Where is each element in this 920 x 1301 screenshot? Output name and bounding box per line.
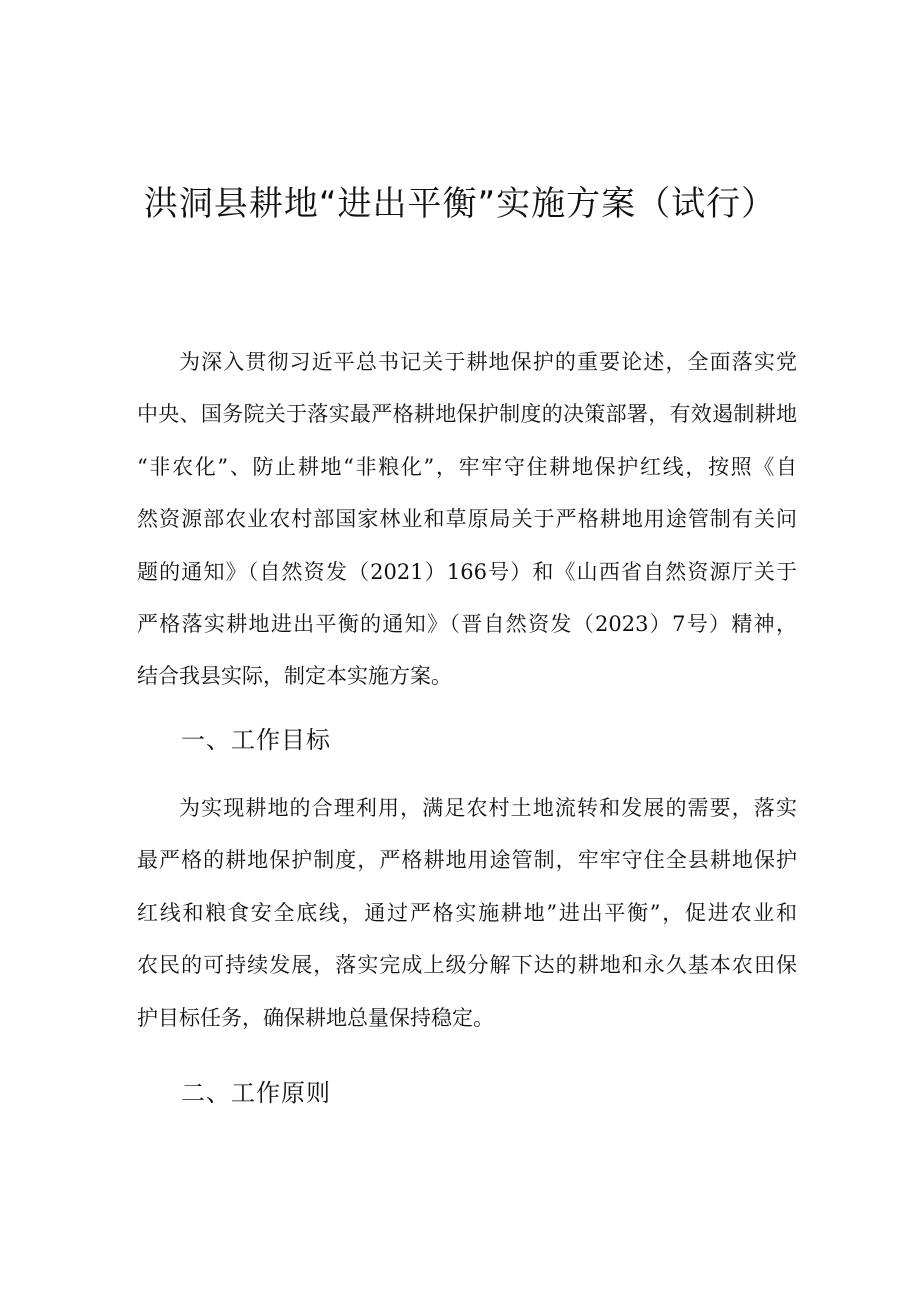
intro-paragraph	[137, 336, 797, 703]
intro-line: 为深入贯彻习近平总书记关于耕地保护的重要论述，全面落实党	[179, 350, 797, 374]
goals-line: 最严格的耕地保护制度，严格耕地用途管制，牢牢守住全县耕地保护	[137, 848, 797, 873]
goals-line: 农民的可持续发展，落实完成上级分解下达的耕地和永久基本农田保	[137, 953, 797, 978]
goals-line: 红线和粮食安全底线，通过严格实施耕地”进出平衡”，促进农业和	[137, 900, 797, 925]
section-heading-goals: 一、工作目标	[181, 726, 331, 754]
intro-line: 结合我县实际，制定本实施方案。	[137, 664, 452, 689]
intro-line: 严格落实耕地进出平衡的通知》（晋自然资发（2023）7号）精神，	[137, 612, 797, 637]
intro-line: “非农化”、防止耕地“非粮化”，牢牢守住耕地保护红线，按照《自	[137, 454, 797, 479]
goals-line: 护目标任务，确保耕地总量保持稳定。	[137, 1005, 494, 1030]
intro-line: 然资源部农业农村部国家林业和草原局关于严格耕地用途管制有关问	[137, 507, 797, 532]
intro-line: 中央、国务院关于落实最严格耕地保护制度的决策部署，有效遏制耕地	[137, 402, 797, 427]
intro-line: 题的通知》（自然资发（2021）166号）和《山西省自然资源厅关于	[137, 559, 797, 584]
goals-paragraph	[137, 782, 797, 1044]
section-heading-principles: 二、工作原则	[181, 1079, 331, 1107]
goals-line: 为实现耕地的合理利用，满足农村土地流转和发展的需要，落实	[179, 796, 797, 820]
document-title: 洪洞县耕地“进出平衡”实施方案（试行）	[143, 184, 777, 224]
